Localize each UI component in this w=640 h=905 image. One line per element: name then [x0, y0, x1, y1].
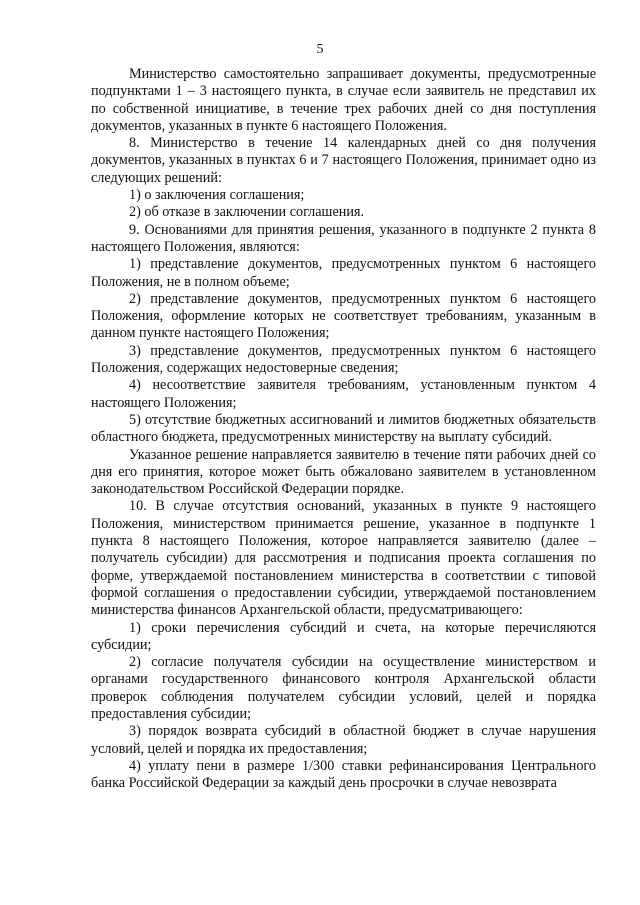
paragraph-item-8: 8. Министерство в течение 14 календарных дней со дня получения документов, указанных в пунктах 6 и 7 настоящего Положения, принимает одно из следующих решений:: [91, 135, 596, 186]
list-item-8-1: 1) о заключения соглашения;: [129, 187, 305, 204]
list-item-9-2: 2) представление документов, предусмотренных пунктом 6 настоящего Положения, оформление которых не соответствует требованиям, указанным в данном пункте настоящего Положения;: [91, 290, 596, 342]
list-item-9-5: 5) отсутствие бюджетных ассигнований и лимитов бюджетных обязательств областного бюджета, предусмотренных министерству на выплату субсидий.: [91, 411, 596, 446]
list-item-10-3: 3) порядок возврата субсидий в областной бюджет в случае нарушения условий, целей и порядка их предоставления;: [91, 723, 596, 757]
list-item-10-2: 2) согласие получателя субсидии на осуществление министерством и органами государственного финансового контроля Архангельской области проверок соблюдения получателем субсидии условий, целей и порядка предоставления субсидии;: [91, 654, 596, 722]
list-item-10-4: 4) уплату пени в размере 1/300 ставки рефинансирования Центрального банка Российской Федерации за каждый день просрочки в случае невозврата: [91, 757, 596, 792]
document-body: [91, 66, 596, 792]
paragraph-ministry-request: Министерство самостоятельно запрашивает документы, предусмотренные подпунктами 1 – 3 настоящего пункта, в случае если заявитель не представил их по собственной инициативе, в течение трех рабочих дней со дня поступления документов, указанных в пункте 6 настоящего Положения.: [91, 66, 596, 134]
list-item-10-1: 1) сроки перечисления субсидий и счета, на которые перечисляются субсидии;: [91, 619, 596, 653]
list-item-9-3: 3) представление документов, предусмотренных пунктом 6 настоящего Положения, содержащих недостоверные сведения;: [91, 342, 596, 377]
list-item-9-1: 1) представление документов, предусмотренных пунктом 6 настоящего Положения, не в полном объеме;: [91, 256, 596, 290]
paragraph-decision-notice: Указанное решение направляется заявителю в течение пяти рабочих дней со дня его принятия, которое может быть обжаловано заявителем в установленном законодательством Российской Федерации порядке.: [91, 446, 596, 498]
page-number: 5: [316, 42, 324, 57]
list-item-9-4: 4) несоответствие заявителя требованиям, установленным пунктом 4 настоящего Положения;: [91, 377, 596, 411]
paragraph-item-10: 10. В случае отсутствия оснований, указанных в пункте 9 настоящего Положения, министерством принимается решение, указанное в подпункте 1 пункта 8 настоящего Положения, которое направляется заявителю (далее – получатель субсидии) для рассмотрения и подписания проекта соглашения по форме, утверждаемой постановлением министерства в соответствии с типовой формой соглашения о предоставлении субсидии, утверждаемой постановлением министерства финансов Архангельской области, предусматривающего:: [91, 498, 596, 619]
paragraph-item-9: 9. Основаниями для принятия решения, указанного в подпункте 2 пункта 8 настоящего Положения, являются:: [91, 221, 596, 255]
list-item-8-2: 2) об отказе в заключении соглашения.: [129, 204, 365, 221]
